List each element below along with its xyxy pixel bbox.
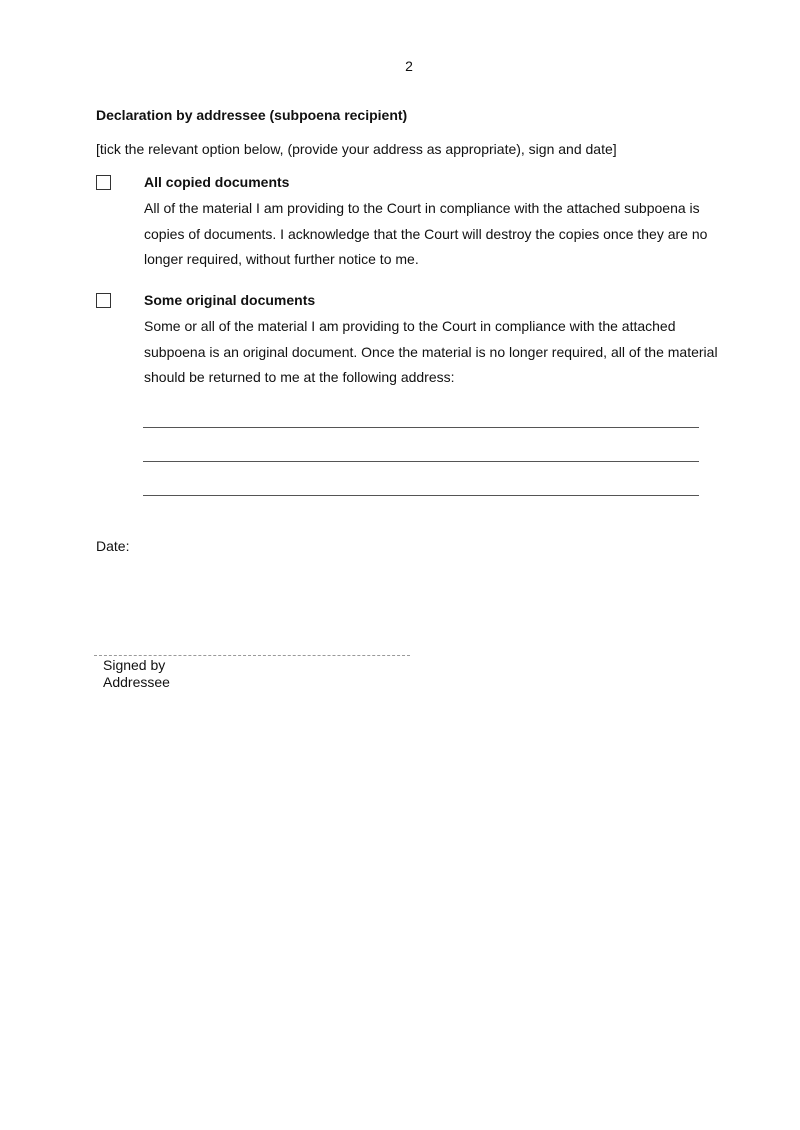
signature-caption (103, 657, 170, 691)
option-body: All of the material I am providing to the Court in compliance with the attached subpoena is copies of documents. I acknowledge that the Court will destroy the copies once they are no longer required, without further notice to me. (144, 200, 708, 267)
date-label: Date: (96, 538, 130, 554)
option-title: Some original documents (144, 292, 316, 308)
option-title: All copied documents (144, 174, 290, 190)
address-line-3[interactable] (143, 495, 699, 496)
address-line-2[interactable] (143, 461, 699, 462)
option-body: Some or all of the material I am providing to the Court in compliance with the attached subpoena is an original document. Once the material is no longer required, all of the material should be returned to me at the following address: (144, 318, 718, 385)
declaration-instruction: [tick the relevant option below, (provide your address as appropriate), sign and date] (96, 141, 617, 157)
declaration-heading: Declaration by addressee (subpoena recipient) (96, 107, 408, 123)
signed-by-label: Signed by (103, 657, 166, 673)
signature-line[interactable] (94, 655, 410, 656)
address-line-1[interactable] (143, 427, 699, 428)
checkbox-some-original-documents[interactable] (96, 293, 111, 308)
checkbox-all-copied-documents[interactable] (96, 175, 111, 190)
page-number: 2 (405, 58, 413, 74)
addressee-label: Addressee (103, 674, 170, 690)
